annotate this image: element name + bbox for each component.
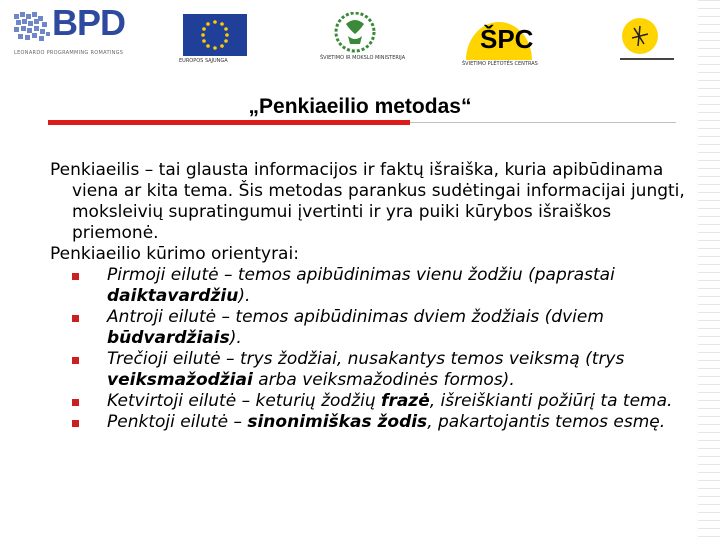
bpd-logo-text: BPD <box>52 2 126 43</box>
slide-body <box>50 160 690 433</box>
list-item: Pirmoji eilutė – temos apibūdinimas vienu žodžiu (paprastai daiktavardžiu). <box>50 265 690 307</box>
eu-logo-caption: EUROPOS SĄJUNGA <box>179 58 228 64</box>
bullet-square-icon <box>72 273 79 280</box>
list-item: Ketvirtoji eilutė – keturių žodžių frazė, išreiškianti požiūrį ta tema. <box>50 391 690 412</box>
ministry-emblem-icon <box>326 12 384 54</box>
bpd-logo <box>12 2 137 60</box>
spc-logo <box>458 10 540 68</box>
title-accent-bar <box>48 120 410 125</box>
orientation-heading: Penkiaeilio kūrimo orientyrai: <box>50 244 299 264</box>
spc-logo-text: ŠPC <box>480 24 534 54</box>
ministry-logo <box>320 12 406 62</box>
list-item: Penktoji eilutė – sinonimiškas žodis, pakartojantis temos esmę. <box>50 412 690 433</box>
guideline-list <box>50 265 690 433</box>
list-item: Trečioji eilutė – trys žodžiai, nusakantys temos veiksmą (trys veiksmažodžiai arba veiksmažodinės formos). <box>50 349 690 391</box>
round-logo-emblem-icon <box>618 14 676 64</box>
bullet-square-icon <box>72 315 79 322</box>
eu-flag-icon <box>183 14 247 56</box>
slide-title: „Penkiaeilio metodas“ <box>248 95 472 118</box>
list-item: Antroji eilutė – temos apibūdinimas dviem žodžiais (dviem būdvardžiais). <box>50 307 690 349</box>
ministry-logo-caption: ŠVIETIMO IR MOKSLO MINISTERIJA <box>320 55 406 61</box>
eu-logo <box>179 14 247 64</box>
spc-logo-caption: ŠVIETIMO PLĖTOTĖS CENTRAS <box>462 61 538 67</box>
decorative-edge-stripes <box>698 0 720 540</box>
bpd-logo-caption: LEONARDO PROGRAMMING ROMATINGS <box>14 50 124 56</box>
intro-paragraph: Penkiaeilis – tai glausta informacijos ir faktų išraiška, kuria apibūdinama viena ar kita tema. Šis metodas parankus sudėtingai informacijai jungti, moksleivių supratingumui įvertinti ir yra puiki kūrybos išraiškos priemonė. <box>50 160 685 243</box>
bullet-square-icon <box>72 357 79 364</box>
round-logo <box>618 14 676 64</box>
bpd-grid-icon <box>12 10 52 44</box>
bullet-square-icon <box>72 420 79 427</box>
bullet-square-icon <box>72 399 79 406</box>
